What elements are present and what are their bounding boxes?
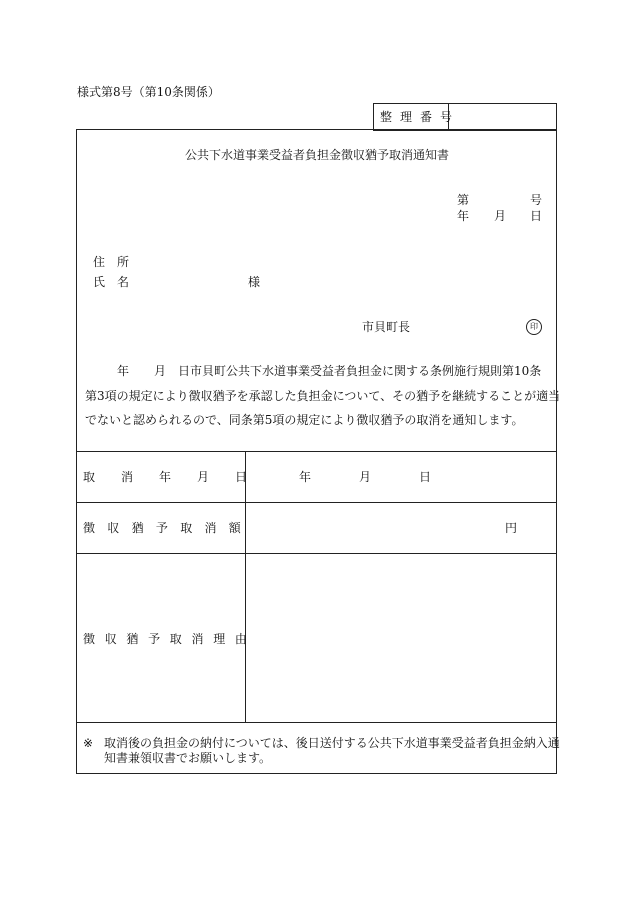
- cancel-reason-field[interactable]: [247, 555, 555, 720]
- date-day: 日: [530, 209, 543, 223]
- doc-number-suffix: 号: [530, 193, 543, 207]
- note-line-2: 知書兼領収書でお願いします。: [104, 751, 272, 765]
- honorific: 様: [248, 275, 261, 289]
- name-label: 氏名: [93, 275, 142, 289]
- cancel-amount-label: 徴収猶予取消額: [83, 521, 254, 535]
- note-line-1: 取消後の負担金の納付については、後日送付する公共下水道事業受益者負担金納入通: [104, 736, 560, 750]
- note-mark: ※: [83, 736, 94, 750]
- cancel-date-year: 年: [299, 470, 312, 484]
- body-year: 年: [117, 364, 130, 378]
- cancel-date-label: 取消年月日: [83, 470, 274, 484]
- form-label: 様式第8号（第10条関係）: [77, 85, 220, 99]
- ref-number-label: 整理番号: [380, 110, 461, 124]
- seal-icon: 印: [526, 319, 542, 335]
- ref-number-field[interactable]: [450, 105, 555, 129]
- body-line-2: 第3項の規定により徴収猶予を承認した負担金について、その猶予を継続することが適当: [85, 389, 561, 403]
- doc-number-prefix: 第: [457, 193, 470, 207]
- amount-unit: 円: [505, 521, 518, 535]
- cancel-date-month: 月: [359, 470, 372, 484]
- cancel-date-day: 日: [419, 470, 432, 484]
- date-year: 年: [457, 209, 470, 223]
- document-title: 公共下水道事業受益者負担金徴収猶予取消通知書: [185, 148, 450, 162]
- issuer-title: 市貝町長: [362, 320, 411, 334]
- body-month: 月: [154, 364, 167, 378]
- body-line-3: でないと認められるので、同条第5項の規定により徴収猶予の取消を通知します。: [85, 413, 524, 427]
- body-line-1: 日市貝町公共下水道事業受益者負担金に関する条例施行規則第10条: [178, 364, 542, 378]
- cancel-date-field[interactable]: [247, 453, 555, 500]
- date-month: 月: [494, 209, 507, 223]
- address-label: 住所: [93, 255, 142, 269]
- cancel-reason-label: 徴収猶予取消理由: [83, 632, 257, 646]
